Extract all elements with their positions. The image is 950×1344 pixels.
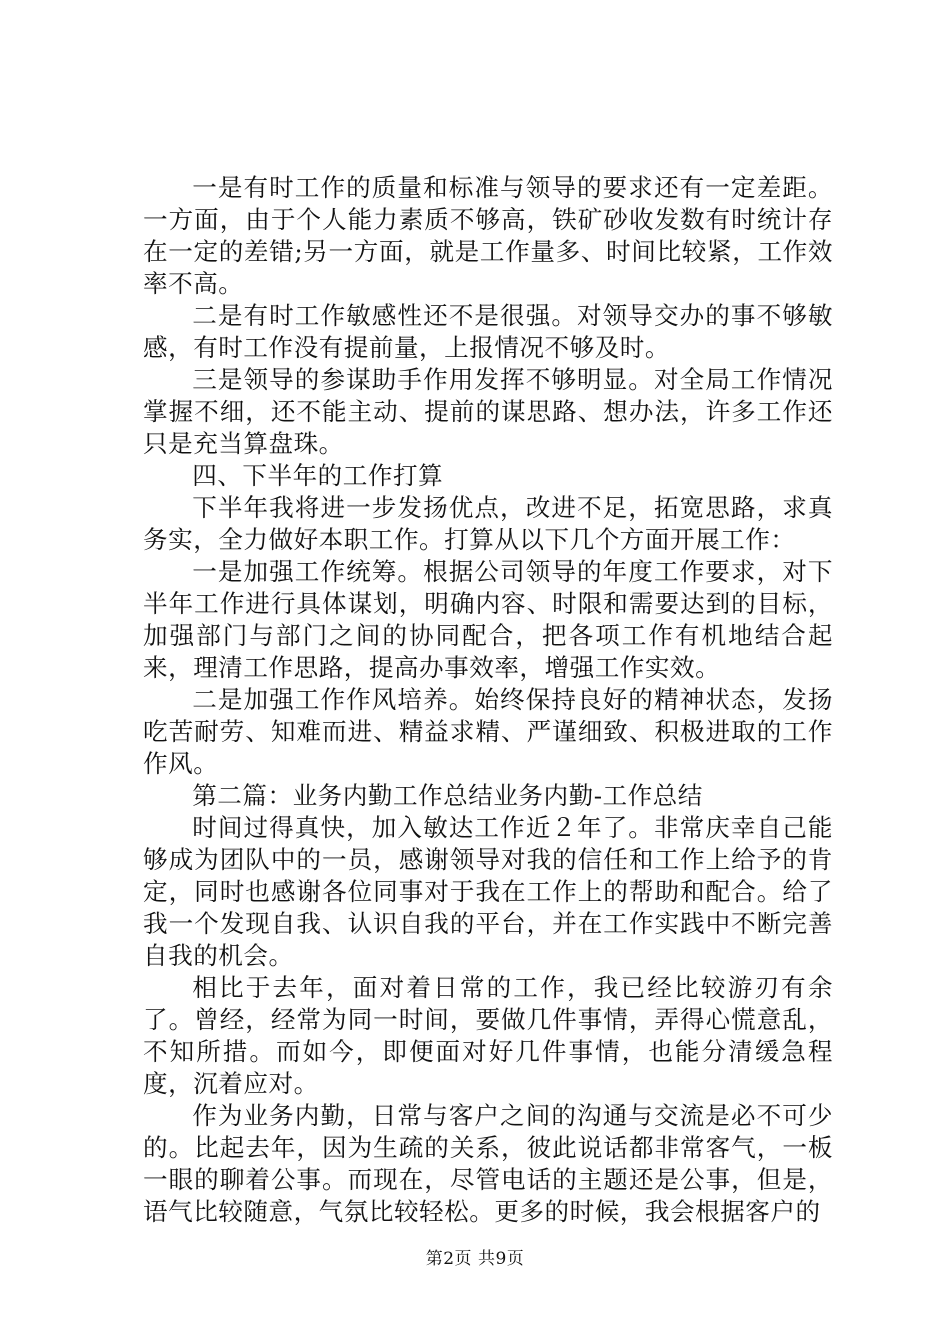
section-heading-4: 四、下半年的工作打算 — [192, 461, 444, 490]
paragraph-7: 二是加强工作作风培养。始终保持良好的精神状态，发扬吃苦耐劳、知难而进、精益求精、严谨细致、积极进取的工作作风。 — [143, 685, 833, 778]
paragraph-9: 时间过得真快，加入敏达工作近２年了。非常庆幸自己能够成为团队中的一员，感谢领导对我的信任和工作上给予的肯定，同时也感谢各位同事对于我在工作上的帮助和配合。给了我一个发现自我、认识自我的平台，并在工作实践中不断完善自我的机会。 — [143, 813, 833, 970]
page-number-footer: 第2页 共9页 — [425, 1249, 525, 1269]
paragraph-6: 一是加强工作统筹。根据公司领导的年度工作要求，对下半年工作进行具体谋划，明确内容、时限和需要达到的目标，加强部门与部门之间的协同配合，把各项工作有机地结合起来，理清工作思路，提高办事效率，增强工作实效。 — [143, 557, 833, 682]
paragraph-10: 相比于去年，面对着日常的工作，我已经比较游刃有余了。曾经，经常为同一时间，要做几件事情，弄得心慌意乱，不知所措。而如今，即便面对好几件事情，也能分清缓急程度，沉着应对。 — [143, 973, 833, 1098]
paragraph-1: 一是有时工作的质量和标准与领导的要求还有一定差距。一方面，由于个人能力素质不够高，铁矿砂收发数有时统计存在一定的差错;另一方面，就是工作量多、时间比较紧，工作效率不高。 — [143, 173, 833, 298]
body-text — [143, 172, 833, 1228]
paragraph-2: 二是有时工作敏感性还不是很强。对领导交办的事不够敏感，有时工作没有提前量，上报情况不够及时。 — [143, 301, 833, 362]
paragraph-11: 作为业务内勤，日常与客户之间的沟通与交流是必不可少的。比起去年，因为生疏的关系，彼此说话都非常客气，一板一眼的聊着公事。而现在，尽管电话的主题还是公事，但是，语气比较随意，气氛比较轻松。更多的时候，我会根据客户的 — [143, 1101, 833, 1226]
paragraph-5: 下半年我将进一步发扬优点，改进不足，拓宽思路，求真务实，全力做好本职工作。打算从以下几个方面开展工作： — [143, 493, 833, 554]
paragraph-3: 三是领导的参谋助手作用发挥不够明显。对全局工作情况掌握不细，还不能主动、提前的谋思路、想办法，许多工作还只是充当算盘珠。 — [143, 365, 833, 458]
chapter-heading-2: 第二篇：业务内勤工作总结业务内勤-工作总结 — [192, 781, 703, 810]
